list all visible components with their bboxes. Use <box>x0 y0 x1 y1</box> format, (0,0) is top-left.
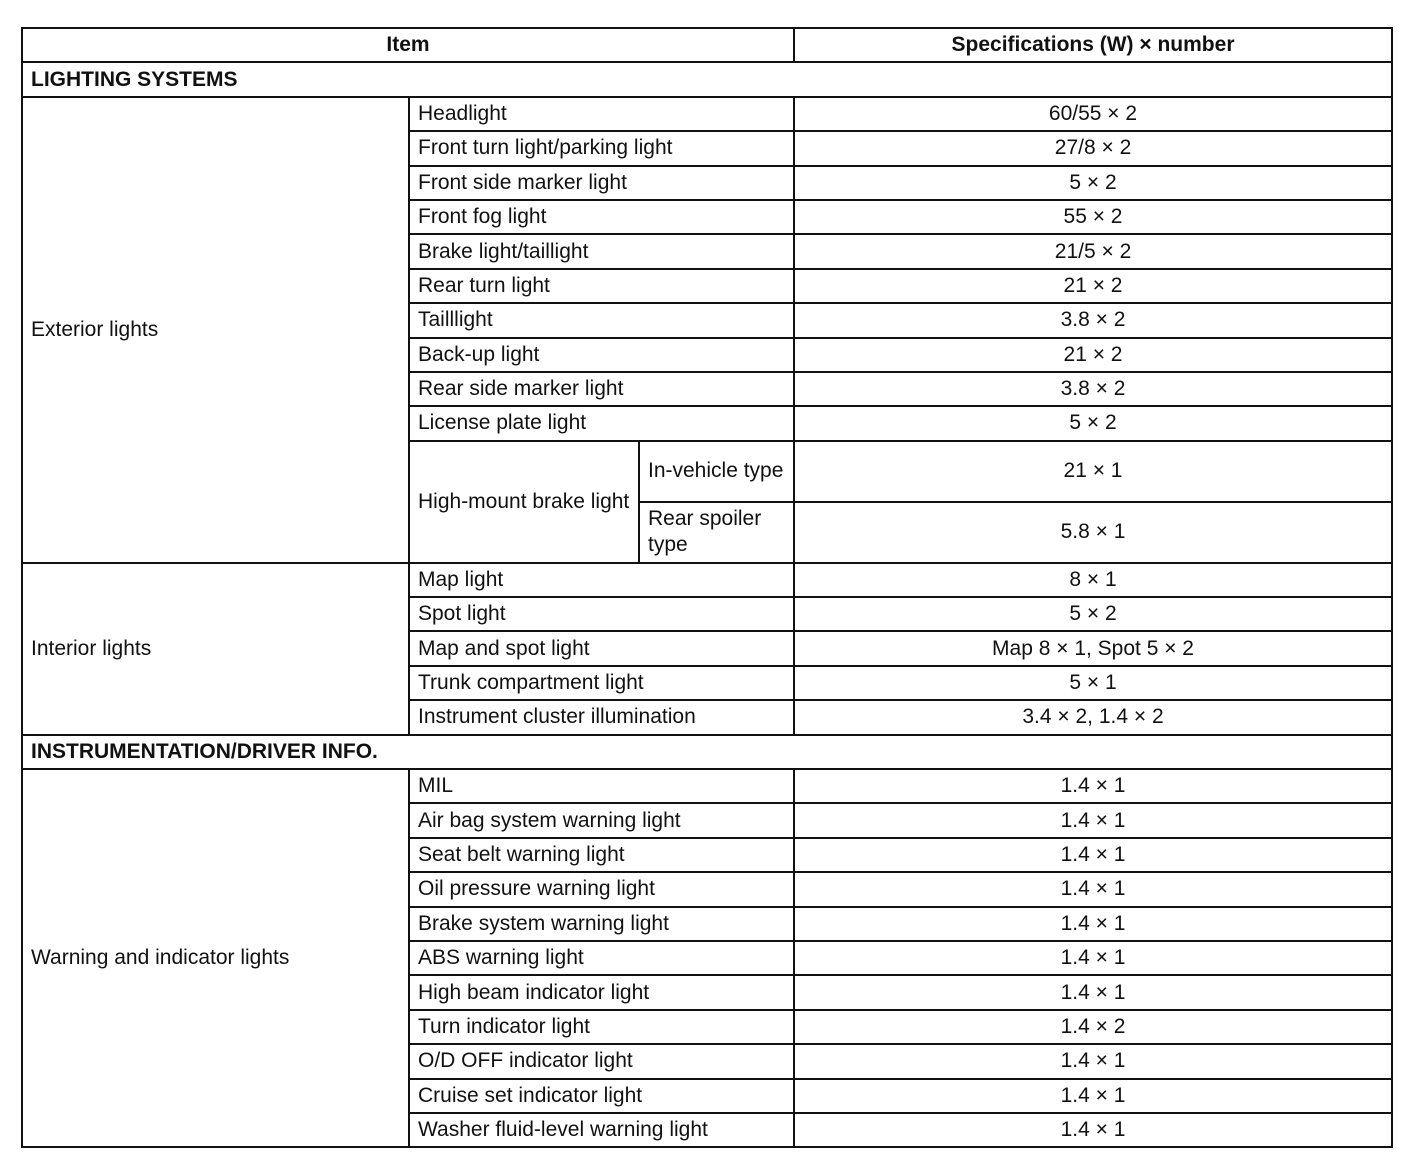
header-spec: Specifications (W) × number <box>794 28 1392 62</box>
category-label: Exterior lights <box>22 97 409 563</box>
item-label: Map light <box>409 563 794 597</box>
spec-value: Map 8 × 1, Spot 5 × 2 <box>794 631 1392 665</box>
item-label: ABS warning light <box>409 941 794 975</box>
item-label: O/D OFF indicator light <box>409 1044 794 1078</box>
spec-value: 1.4 × 1 <box>794 838 1392 872</box>
spec-value: 5 × 2 <box>794 406 1392 440</box>
item-label: Back-up light <box>409 338 794 372</box>
item-label: Front fog light <box>409 200 794 234</box>
category-label: Warning and indicator lights <box>22 769 409 1147</box>
item-label: Brake light/taillight <box>409 234 794 268</box>
item-label: Map and spot light <box>409 631 794 665</box>
spec-value: 21/5 × 2 <box>794 234 1392 268</box>
spec-value: 1.4 × 1 <box>794 872 1392 906</box>
spec-value: 3.4 × 2, 1.4 × 2 <box>794 700 1392 734</box>
spec-value: 21 × 2 <box>794 269 1392 303</box>
section-header-row <box>22 735 1392 769</box>
spec-value: 5.8 × 1 <box>794 502 1392 563</box>
item-label: MIL <box>409 769 794 803</box>
item-label: License plate light <box>409 406 794 440</box>
item-label: High beam indicator light <box>409 975 794 1009</box>
spec-value: 1.4 × 1 <box>794 1113 1392 1147</box>
item-label: Cruise set indicator light <box>409 1079 794 1113</box>
spec-table <box>21 27 1393 1148</box>
sub-type-label: In-vehicle type <box>639 441 794 502</box>
spec-value: 1.4 × 1 <box>794 1079 1392 1113</box>
table-row <box>22 97 1392 131</box>
spec-value: 1.4 × 1 <box>794 803 1392 837</box>
item-label: Rear turn light <box>409 269 794 303</box>
spec-value: 1.4 × 1 <box>794 1044 1392 1078</box>
section-title: INSTRUMENTATION/DRIVER INFO. <box>22 735 1392 769</box>
item-label: Washer fluid-level warning light <box>409 1113 794 1147</box>
header-item: Item <box>22 28 794 62</box>
section-title: LIGHTING SYSTEMS <box>22 62 1392 96</box>
item-label: Front turn light/parking light <box>409 131 794 165</box>
item-label: Brake system warning light <box>409 907 794 941</box>
item-label: Instrument cluster illumination <box>409 700 794 734</box>
spec-value: 21 × 1 <box>794 441 1392 502</box>
spec-value: 60/55 × 2 <box>794 97 1392 131</box>
item-label: Oil pressure warning light <box>409 872 794 906</box>
spec-value: 8 × 1 <box>794 563 1392 597</box>
spec-value: 1.4 × 1 <box>794 769 1392 803</box>
item-label: Headlight <box>409 97 794 131</box>
item-label: Spot light <box>409 597 794 631</box>
item-label: Seat belt warning light <box>409 838 794 872</box>
item-label: Turn indicator light <box>409 1010 794 1044</box>
item-label: Air bag system warning light <box>409 803 794 837</box>
item-label: Front side marker light <box>409 166 794 200</box>
spec-value: 5 × 2 <box>794 597 1392 631</box>
spec-value: 1.4 × 1 <box>794 941 1392 975</box>
category-label: Interior lights <box>22 563 409 735</box>
spec-value: 5 × 2 <box>794 166 1392 200</box>
spec-value: 3.8 × 2 <box>794 303 1392 337</box>
item-label: Tailllight <box>409 303 794 337</box>
table-body <box>22 62 1392 1147</box>
spec-value: 1.4 × 1 <box>794 907 1392 941</box>
spec-value: 27/8 × 2 <box>794 131 1392 165</box>
item-label: Rear side marker light <box>409 372 794 406</box>
spec-value: 55 × 2 <box>794 200 1392 234</box>
spec-value: 1.4 × 2 <box>794 1010 1392 1044</box>
sub-item-label: High-mount brake light <box>409 441 639 563</box>
table-row <box>22 769 1392 803</box>
item-label: Trunk compartment light <box>409 666 794 700</box>
spec-value: 21 × 2 <box>794 338 1392 372</box>
section-header-row <box>22 62 1392 96</box>
spec-value: 3.8 × 2 <box>794 372 1392 406</box>
spec-value: 5 × 1 <box>794 666 1392 700</box>
table-row <box>22 563 1392 597</box>
sub-type-label: Rear spoiler type <box>639 502 794 563</box>
header-row <box>22 28 1392 62</box>
spec-value: 1.4 × 1 <box>794 975 1392 1009</box>
